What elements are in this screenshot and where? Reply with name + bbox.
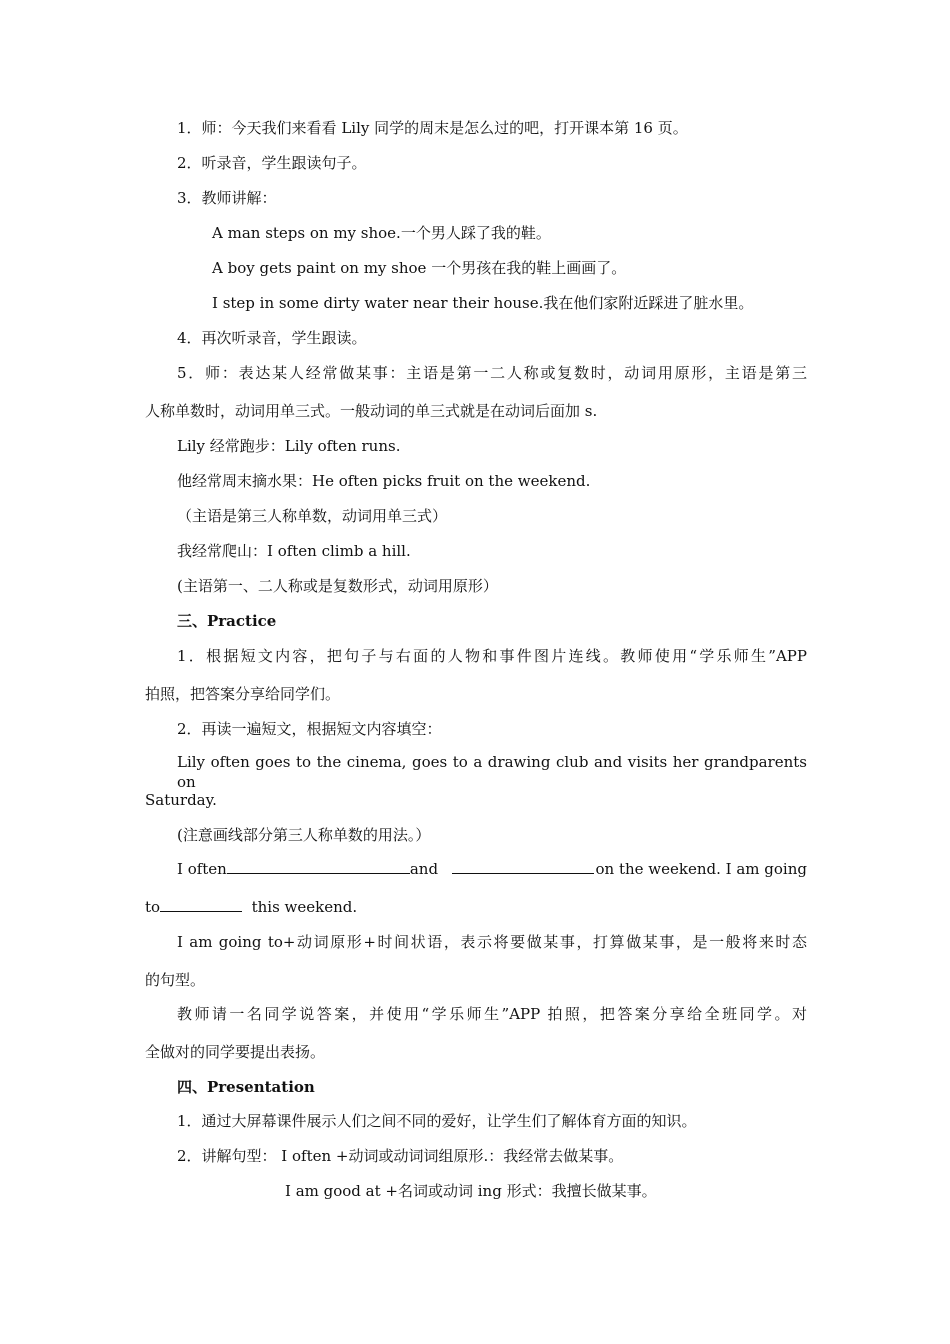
blank-3[interactable] bbox=[160, 897, 242, 912]
step-5-line-1: 5．师：表达某人经常做某事：主语是第一二人称或复数时，动词用原形，主语是第三 bbox=[177, 364, 807, 382]
fill-blank-line-1 bbox=[177, 859, 807, 879]
step-2: 2．听录音，学生跟读句子。 bbox=[177, 154, 367, 172]
step-4: 4．再次听录音，学生跟读。 bbox=[177, 329, 367, 347]
fill-text-1: I often bbox=[177, 860, 227, 878]
blank-2[interactable] bbox=[452, 859, 594, 874]
step-3: 3．教师讲解： bbox=[177, 189, 277, 207]
presentation-1: 1．通过大屏幕课件展示人们之间不同的爱好，让学生们了解体育方面的知识。 bbox=[177, 1112, 697, 1130]
passage-line-1: Lily often goes to the cinema, goes to a drawing club and visits her grandparents on bbox=[177, 753, 807, 791]
example-sentence-2: A boy gets paint on my shoe 一个男孩在我的鞋上画画了。 bbox=[212, 259, 627, 277]
fill-text-3: on the weekend. I am going bbox=[595, 860, 807, 878]
presentation-2: 2．讲解句型： I often +动词或动词词组原形.：我经常去做某事。 bbox=[177, 1147, 624, 1165]
example-sentence-3: I step in some dirty water near their house.我在他们家附近踩进了脏水里。 bbox=[212, 294, 754, 312]
practice-2: 2．再读一遍短文，根据短文内容填空： bbox=[177, 720, 442, 738]
grammar-example-1: Lily 经常跑步：Lily often runs. bbox=[177, 437, 401, 455]
practice-1-line-2: 拍照，把答案分享给同学们。 bbox=[145, 685, 341, 703]
passage-line-2: Saturday. bbox=[145, 791, 217, 809]
grammar-note-2: (主语第一、二人称或是复数形式，动词用原形） bbox=[177, 577, 498, 595]
passage-note: (注意画线部分第三人称单数的用法。） bbox=[177, 826, 431, 844]
grammar-note-1: （主语是第三人称单数，动词用单三式） bbox=[177, 507, 448, 525]
section-heading-presentation: 四、Presentation bbox=[177, 1078, 315, 1096]
future-tense-line-1: I am going to+动词原形+时间状语，表示将要做某事，打算做某事，是一般将来时态 bbox=[177, 933, 807, 951]
fill-text-4: to bbox=[145, 898, 161, 916]
grammar-example-3: 我经常爬山：I often climb a hill. bbox=[177, 542, 411, 560]
step-1: 1．师：今天我们来看看 Lily 同学的周末是怎么过的吧，打开课本第 16 页。 bbox=[177, 119, 688, 137]
fill-blank-line-2 bbox=[145, 897, 357, 917]
fill-text-5: this weekend. bbox=[251, 898, 358, 916]
teacher-note-line-1: 教师请一名同学说答案，并使用“学乐师生”APP 拍照，把答案分享给全班同学。对 bbox=[177, 1005, 807, 1023]
teacher-note-line-2: 全做对的同学要提出表扬。 bbox=[145, 1043, 326, 1061]
blank-1[interactable] bbox=[227, 859, 410, 874]
step-5-line-2: 人称单数时，动词用单三式。一般动词的单三式就是在动词后面加 s. bbox=[145, 402, 598, 420]
practice-1-line-1: 1．根据短文内容，把句子与右面的人物和事件图片连线。教师使用“学乐师生”APP bbox=[177, 647, 807, 665]
grammar-example-2: 他经常周末摘水果：He often picks fruit on the weekend. bbox=[177, 472, 591, 490]
example-sentence-1: A man steps on my shoe.一个男人踩了我的鞋。 bbox=[212, 224, 551, 242]
fill-text-2: and bbox=[409, 860, 439, 878]
presentation-pattern-2: I am good at +名词或动词 ing 形式：我擅长做某事。 bbox=[285, 1182, 657, 1200]
future-tense-line-2: 的句型。 bbox=[145, 971, 206, 989]
section-heading-practice: 三、Practice bbox=[177, 612, 277, 630]
